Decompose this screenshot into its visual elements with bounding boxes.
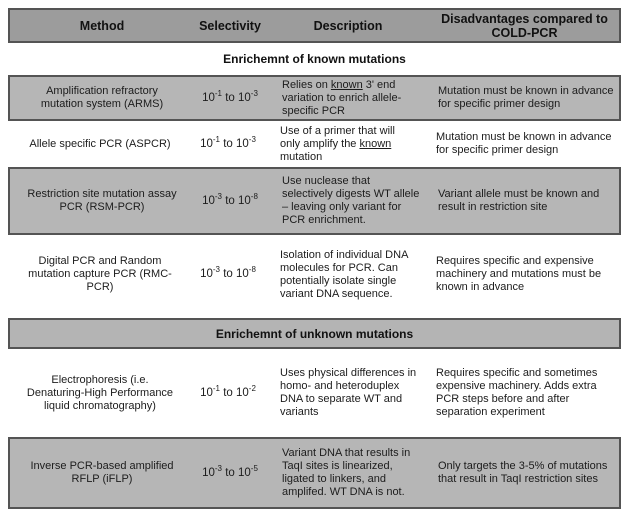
description-text: Isolation of individual DNA molecules for PCR. Can potentially isolate single variant DNA sequence. <box>280 248 408 300</box>
description-cell <box>266 175 430 227</box>
method-cell: Amplification refractory mutation system (ARMS) <box>40 85 164 110</box>
description-text: Use of a primer that will only amplify the <box>280 124 395 150</box>
selectivity-exponent: -1 <box>212 383 220 393</box>
selectivity-exponent: -3 <box>248 134 256 144</box>
disadvantages-cell: Only targets the 3-5% of mutations that result in TaqI restriction sites <box>438 460 608 485</box>
disadvantages-cell: Variant allele must be known and result in restriction site <box>438 188 600 213</box>
selectivity-base: to 10 <box>220 137 249 150</box>
column-header-selectivity: Selectivity <box>199 18 261 33</box>
description-text: Use nuclease that selectively digests WT allele – leaving only variant for PCR enrichment. <box>282 175 420 226</box>
table-row-rmc-pcr <box>8 235 621 314</box>
underlined-term: known <box>330 78 363 91</box>
selectivity-exponent: -1 <box>214 88 222 98</box>
table-row-dhplc <box>8 349 621 437</box>
description-text: mutation <box>280 150 323 163</box>
section-header-unknown-mutations: Enrichemnt of unknown mutations <box>8 318 621 349</box>
description-cell <box>264 125 428 164</box>
selectivity-exponent: -1 <box>212 134 220 144</box>
selectivity-cell <box>192 383 264 400</box>
selectivity-cell <box>192 265 264 281</box>
selectivity-exponent: -2 <box>248 383 256 393</box>
table-row-arms <box>8 75 621 121</box>
selectivity-base: 10 <box>202 466 215 479</box>
column-header-disadvantages: Disadvantages compared to COLD-PCR <box>441 11 608 40</box>
method-cell: Allele specific PCR (ASPCR) <box>29 137 171 150</box>
selectivity-base: to 10 <box>222 194 251 207</box>
selectivity-base: 10 <box>202 91 215 104</box>
description-text: Relies on <box>282 78 331 91</box>
disadvantages-cell: Mutation must be known in advance for specific primer design <box>436 131 612 156</box>
method-cell: Inverse PCR-based amplified RFLP (iFLP) <box>30 460 174 485</box>
underlined-term: known <box>359 137 392 150</box>
selectivity-base: 10 <box>200 137 213 150</box>
column-header-description: Description <box>313 18 383 33</box>
selectivity-base: to 10 <box>220 268 249 280</box>
column-header-method: Method <box>79 18 125 33</box>
disadvantages-cell: Requires specific and sometimes expensive machinery. Adds extra PCR steps before and after separation experiment <box>436 367 598 418</box>
selectivity-exponent: -5 <box>250 463 258 473</box>
selectivity-exponent: -3 <box>214 463 222 473</box>
selectivity-base: 10 <box>202 194 215 207</box>
table-row-iflp <box>8 437 621 509</box>
selectivity-exponent: -8 <box>250 191 258 201</box>
method-cell: Restriction site mutation assay PCR (RSM-PCR) <box>27 188 177 213</box>
selectivity-cell <box>192 134 264 151</box>
section-header-known-mutations: Enrichemnt of known mutations <box>223 52 406 66</box>
selectivity-cell <box>194 463 266 480</box>
table-row-aspcr <box>8 121 621 167</box>
selectivity-cell <box>194 88 266 105</box>
selectivity-exponent: -3 <box>214 191 222 201</box>
table-row-rsm-pcr <box>8 167 621 235</box>
description-cell <box>266 447 430 499</box>
description-text: 3' end variation to enrich allele-specific PCR <box>282 78 402 117</box>
method-cell: Electrophoresis (i.e. Denaturing-High Performance liquid chromatography) <box>26 373 174 412</box>
disadvantages-cell: Requires specific and expensive machinery and mutations must be known in advance <box>436 255 602 293</box>
description-text: Variant DNA that results in TaqI sites is linearized, ligated to linkers, and amplifed. WT DNA is not. <box>282 447 411 498</box>
description-cell <box>266 79 430 118</box>
table-header-row <box>8 8 621 43</box>
selectivity-base: to 10 <box>222 91 251 104</box>
selectivity-base: 10 <box>200 386 213 399</box>
selectivity-base: to 10 <box>222 466 251 479</box>
description-text: Uses physical differences in homo- and heteroduplex DNA to separate WT and variants <box>280 367 417 418</box>
selectivity-base: 10 <box>200 268 213 280</box>
selectivity-base: to 10 <box>220 386 249 399</box>
disadvantages-cell: Mutation must be known in advance for specific primer design <box>438 85 614 110</box>
selectivity-exponent: -3 <box>250 88 258 98</box>
selectivity-cell <box>194 191 266 208</box>
description-cell <box>264 367 428 419</box>
selectivity-exponent: -3 <box>212 265 220 275</box>
method-cell: Digital PCR and Random mutation capture PCR (RMC-PCR) <box>28 255 172 293</box>
selectivity-exponent: -8 <box>248 265 256 275</box>
description-cell <box>264 249 428 301</box>
